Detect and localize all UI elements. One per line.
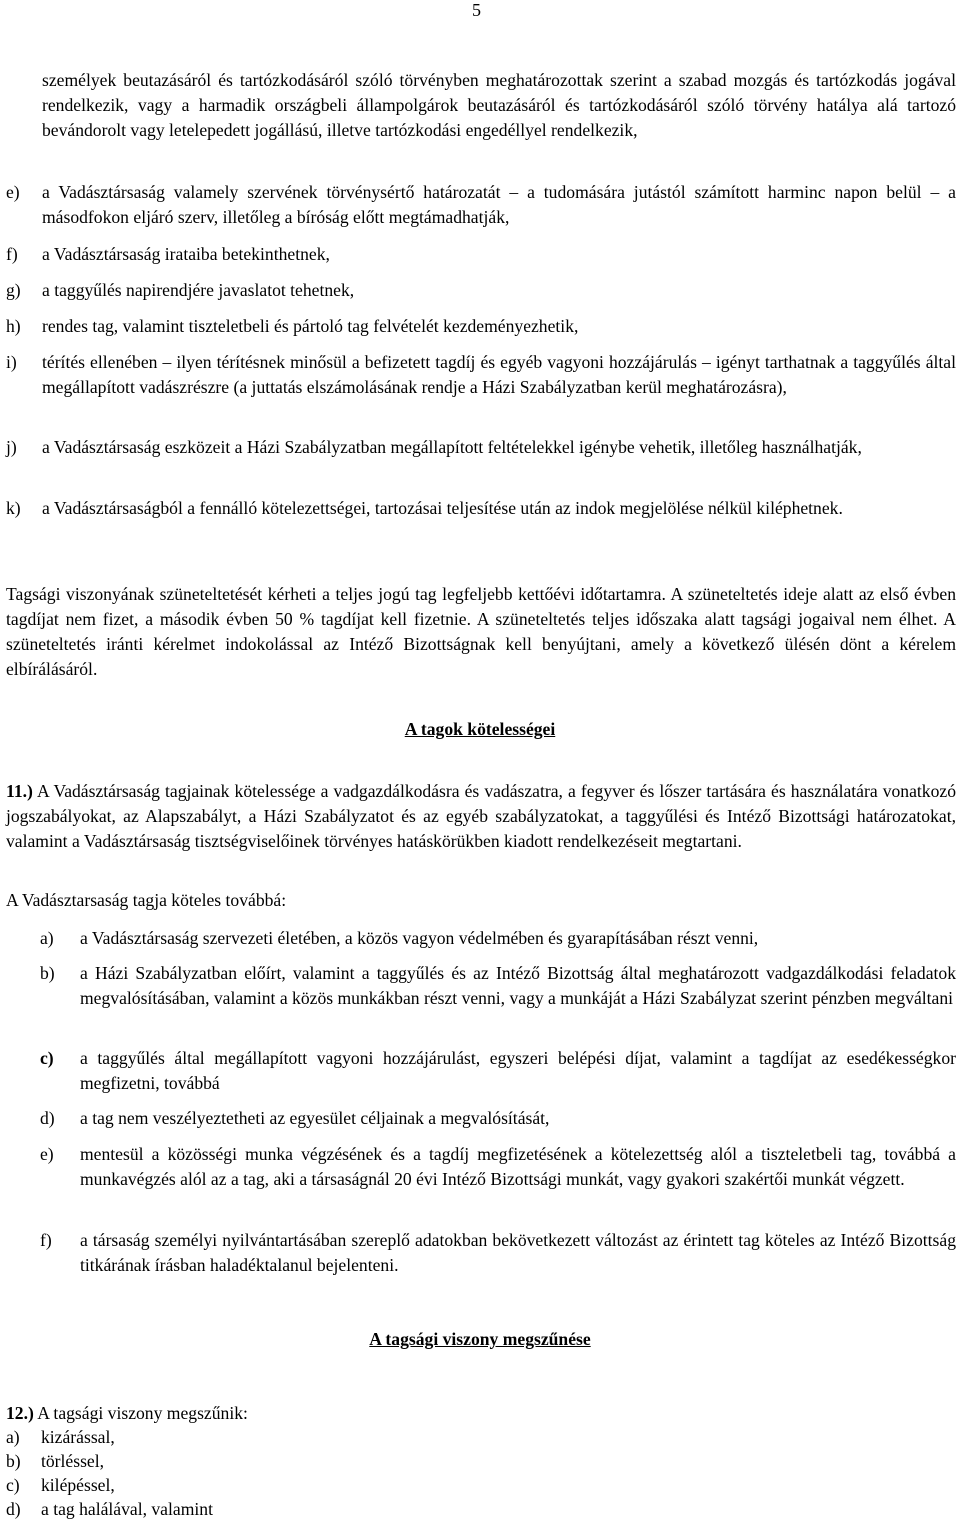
item-label: j) — [6, 437, 17, 457]
paragraph-number: 11.) — [6, 781, 33, 801]
list-item — [6, 1449, 213, 1473]
duty-item-c — [40, 1046, 956, 1096]
rights-item-e — [6, 180, 956, 230]
item-label: a) — [40, 928, 54, 948]
item-label: d) — [40, 1108, 55, 1128]
suspension-paragraph: Tagsági viszonyának szüneteltetését kérheti a teljes jogú tag legfeljebb kettőévi időtartamra. A szüneteltetés ideje alatt az első évben tagdíjat nem fizet, a második évben 50 % tagdíjat kell fizetnie. A szüneteltetés teljes időszaka alatt tagsági jogaival nem élhet. A szüneteltetés iránti kérelmet indokolással az Intéző Bizottságnak kell benyújtani, amely a következő ülésén dönt a kérelem elbírálásáról. — [6, 584, 956, 679]
item-text: a Vadásztársaság valamely szervének törvénysértő határozatát – a tudomására jutástól számított harminc napon belül – a másodfokon eljáró szerv, illetőleg a bíróság előtt megtámadhatják, — [42, 182, 956, 227]
item-label: e) — [6, 182, 20, 202]
rights-item-j — [6, 435, 956, 460]
list-item — [6, 1473, 213, 1497]
item-text: mentesül a közösségi munka végzésének és a tagdíj megfizetésének a kötelezettség alól a tiszteletbeli tag, továbbá a munkavégzés alól az a tag, aki a társaságnál 20 évi Intéző Bizottsági munkát, vagy gyakori szakértői munkát végzett. — [80, 1144, 956, 1189]
duty-item-f — [40, 1228, 956, 1278]
rights-item-f — [6, 242, 956, 267]
item-text: a Házi Szabályzatban előírt, valamint a taggyűlés és az Intéző Bizottság által meghatározott vadgazdálkodási feladatok megvalósításában, valamint a közös munkákban részt venni, vagy a munkáját a Házi Szabályzat szerint pénzben megváltani — [80, 963, 956, 1008]
item-label: b) — [40, 963, 55, 983]
item-label: d) — [6, 1499, 21, 1519]
rights-item-h — [6, 314, 956, 339]
heading-termination: A tagsági viszony megszűnése — [369, 1329, 591, 1349]
item-text: a társaság személyi nyilvántartásában szereplő adatokban bekövetkezett változást az érintett tag köteles az Intéző Bizottság titkárának írásban haladéktalanul bejelenteni. — [80, 1230, 956, 1275]
item-text: térítés ellenében – ilyen térítésnek minősül a befizetett tagdíj és egyéb vagyoni hozzájárulás – igényt tarthatnak a taggyűlés által megállapított vadászrészre (a juttatás elszámolásának rendje a Házi Szabályzatban kerül meghatározásra), — [42, 352, 956, 397]
item-label: f) — [6, 244, 18, 264]
item-text: kizárással, — [41, 1427, 115, 1447]
item-label: i) — [6, 352, 17, 372]
item-label: b) — [6, 1451, 21, 1471]
paragraph-number: 12.) — [6, 1403, 34, 1423]
item-text: kilépéssel, — [41, 1475, 115, 1495]
duties-intro: A Vadásztarsaság tagja köteles továbbá: — [6, 890, 287, 910]
item-text: törléssel, — [41, 1451, 105, 1471]
paragraph-12 — [6, 1401, 248, 1426]
item-text: a tag nem veszélyeztetheti az egyesület céljainak a megvalósítását, — [80, 1108, 550, 1128]
item-label: a) — [6, 1427, 20, 1447]
item-text: a Vadásztársaság szervezeti életében, a közös vagyon védelmében és gyarapításában részt venni, — [80, 928, 759, 948]
item-text: rendes tag, valamint tiszteletbeli és pártoló tag felvételét kezdeményezhetik, — [42, 316, 579, 336]
heading-duties: A tagok kötelességei — [404, 719, 556, 739]
termination-list — [6, 1425, 213, 1521]
rights-item-g — [6, 278, 956, 303]
item-text: a taggyűlés napirendjére javaslatot tehetnek, — [42, 280, 355, 300]
intro-paragraph: személyek beutazásáról és tartózkodásáról szóló törvényben meghatározottak szerint a szabad mozgás és tartózkodás jogával rendelkezik, vagy a harmadik országbeli állampolgárok beutazásáról és tartózkodásáról szóló törvény hatálya alá tartozó bevándorolt vagy letelepedett jogállású, illetve tartózkodási engedéllyel rendelkezik, — [42, 70, 956, 140]
paragraph-text: A tagsági viszony megszűnik: — [37, 1403, 248, 1423]
list-item — [6, 1425, 213, 1449]
item-text: a Vadásztársaság eszközeit a Házi Szabályzatban megállapított feltételekkel igénybe vehetik, illetőleg használhatják, — [42, 437, 862, 457]
rights-item-i — [6, 350, 956, 400]
rights-item-k — [6, 496, 956, 521]
item-label: g) — [6, 280, 21, 300]
paragraph-text: A Vadásztársaság tagjainak kötelessége a vadgazdálkodásra és vadászatra, a fegyver és lőszer tartására és használatára vonatkozó jogszabályokat, az Alapszabályt, a Házi Szabályzatot és az egyéb szabályzatokat, a taggyűlési és Intéző Bizottsági határozatokat, valamint a Vadásztársaság tisztségviselőinek törvényes hatáskörükben kiadott rendelkezéseit megtartani. — [6, 781, 956, 851]
duty-item-d — [40, 1106, 956, 1131]
item-label: f) — [40, 1230, 52, 1250]
duty-item-e — [40, 1142, 956, 1192]
list-item — [6, 1497, 213, 1521]
item-label: e) — [40, 1144, 54, 1164]
item-text: a Vadásztársaság irataiba betekinthetnek, — [42, 244, 330, 264]
item-text: a taggyűlés által megállapított vagyoni hozzájárulást, egyszeri belépési díjat, valamint a tagdíjat az esedékességkor megfizetni, továbbá — [80, 1048, 956, 1093]
item-text: a Vadásztársaságból a fennálló kötelezettségei, tartozásai teljesítése után az indok megjelölése nélkül kiléphetnek. — [42, 498, 843, 518]
item-label: k) — [6, 498, 21, 518]
paragraph-11 — [6, 779, 956, 854]
item-label: h) — [6, 316, 21, 336]
page-number: 5 — [472, 0, 481, 20]
duty-item-a — [40, 926, 956, 951]
item-label: c) — [40, 1048, 54, 1068]
duty-item-b — [40, 961, 956, 1011]
item-text: a tag halálával, valamint — [41, 1499, 213, 1519]
item-label: c) — [6, 1475, 20, 1495]
